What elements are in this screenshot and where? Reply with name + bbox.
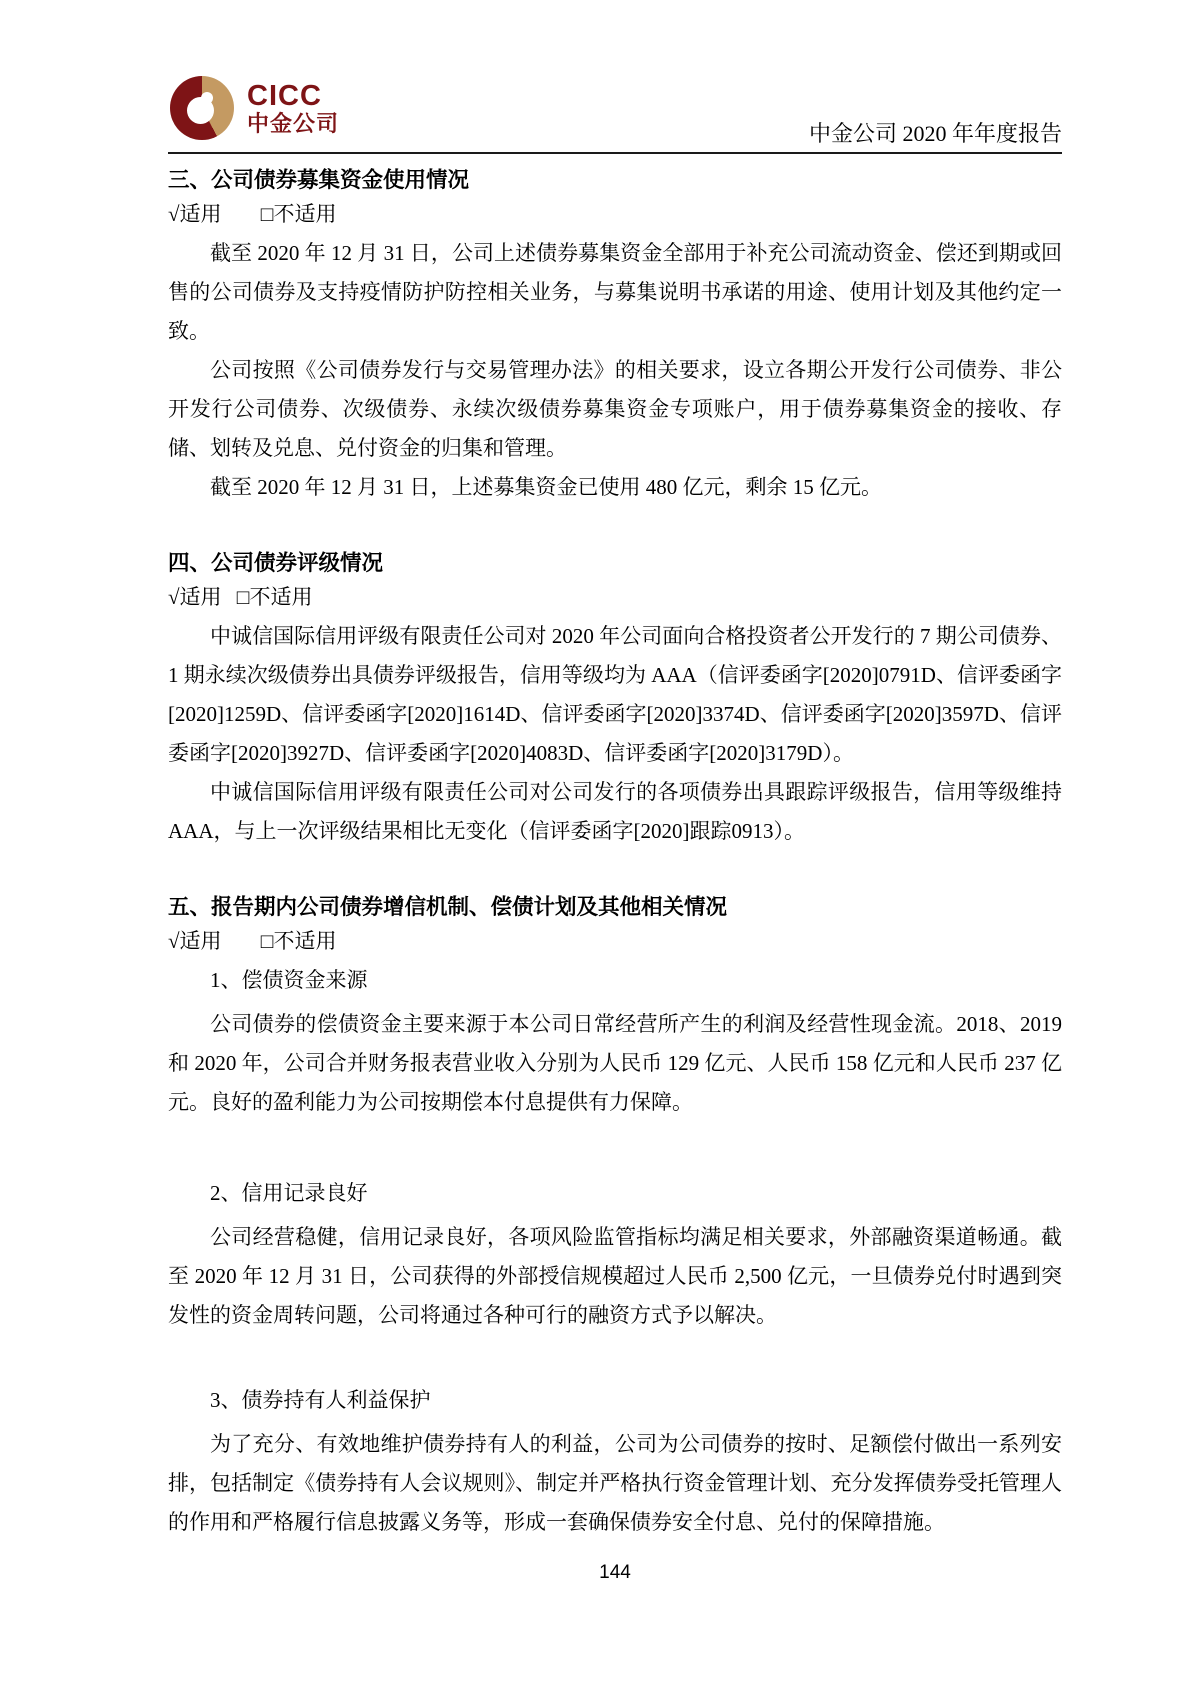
applicable-row-3 — [168, 199, 1062, 229]
cicc-logo — [170, 76, 339, 140]
report-title: 中金公司 2020 年年度报告 — [808, 121, 1062, 146]
not-applicable-checkbox-label: □不适用 — [260, 202, 337, 226]
subsection-heading-1: 1、偿债资金来源 — [210, 968, 368, 992]
page-content — [168, 0, 1062, 1584]
applicable-checked-label: √适用 — [168, 585, 222, 609]
paragraph: 公司债券的偿债资金主要来源于本公司日常经营所产生的利润及经营性现金流。2018、2019 和 2020 年，公司合并财务报表营业收入分别为人民币 129 亿元、人民币 158 亿元和人民币 237 亿元。良好的盈利能力为公司按期偿本付息提供有力保障。 — [168, 1012, 1062, 1114]
paragraph: 公司经营稳健，信用记录良好，各项风险监管指标均满足相关要求，外部融资渠道畅通。截至 2020 年 12 月 31 日，公司获得的外部授信规模超过人民币 2,500 亿元，一旦债券兑付时遇到突发性的资金周转问题，公司将通过各种可行的融资方式予以解决。 — [168, 1225, 1062, 1327]
applicable-row-4 — [168, 582, 1062, 612]
subsection-heading-2: 2、信用记录良好 — [210, 1181, 368, 1205]
paragraph: 中诚信国际信用评级有限责任公司对公司发行的各项债券出具跟踪评级报告，信用等级维持 AAA，与上一次评级结果相比无变化（信评委函字[2020]跟踪0913）。 — [168, 780, 1062, 843]
logo-en-text: CICC — [247, 80, 322, 113]
applicable-checked-label: √适用 — [168, 202, 222, 226]
page-number: 144 — [599, 1562, 631, 1583]
logo-zh-text: 中金公司 — [247, 110, 340, 136]
not-applicable-checkbox-label: □不适用 — [260, 929, 337, 953]
cicc-logo-icon — [170, 76, 234, 140]
section-title-5: 五、报告期内公司债券增信机制、偿债计划及其他相关情况 — [168, 895, 728, 919]
section-title-3: 三、公司债券募集资金使用情况 — [168, 168, 470, 192]
paragraph: 截至 2020 年 12 月 31 日，公司上述债券募集资金全部用于补充公司流动资金、偿还到期或回售的公司债券及支持疫情防护防控相关业务，与募集说明书承诺的用途、使用计划及其他约定一致。 — [168, 241, 1062, 343]
paragraph: 截至 2020 年 12 月 31 日，上述募集资金已使用 480 亿元，剩余 15 亿元。 — [210, 475, 882, 499]
applicable-checked-label: √适用 — [168, 929, 222, 953]
paragraph: 公司按照《公司债券发行与交易管理办法》的相关要求，设立各期公开发行公司债券、非公开发行公司债券、次级债券、永续次级债券募集资金专项账户，用于债券募集资金的接收、存储、划转及兑息、兑付资金的归集和管理。 — [168, 358, 1062, 460]
paragraph: 为了充分、有效地维护债券持有人的利益，公司为公司债券的按时、足额偿付做出一系列安排，包括制定《债券持有人会议规则》、制定并严格执行资金管理计划、充分发挥债券受托管理人的作用和严格履行信息披露义务等，形成一套确保债券安全付息、兑付的保障措施。 — [168, 1432, 1062, 1534]
subsection-heading-3: 3、债券持有人利益保护 — [210, 1388, 431, 1412]
paragraph: 中诚信国际信用评级有限责任公司对 2020 年公司面向合格投资者公开发行的 7 期公司债券、1 期永续次级债券出具债券评级报告，信用等级均为 AAA（信评委函字[2020]0791D、信评委函字[2020]1259D、信评委函字[2020]1614D、信评委函字[2020]3374D、信评委函字[2020]3597D、信评委函字[2020]3927D、信评委函字[2020]4083D、信评委函字[2020]3179D）。 — [168, 624, 1062, 765]
section-title-4: 四、公司债券评级情况 — [168, 551, 384, 575]
applicable-row-5 — [168, 926, 1062, 956]
not-applicable-checkbox-label: □不适用 — [236, 585, 313, 609]
cicc-logo-text — [247, 81, 339, 135]
page-footer — [168, 1562, 1062, 1584]
page-header — [168, 0, 1062, 154]
